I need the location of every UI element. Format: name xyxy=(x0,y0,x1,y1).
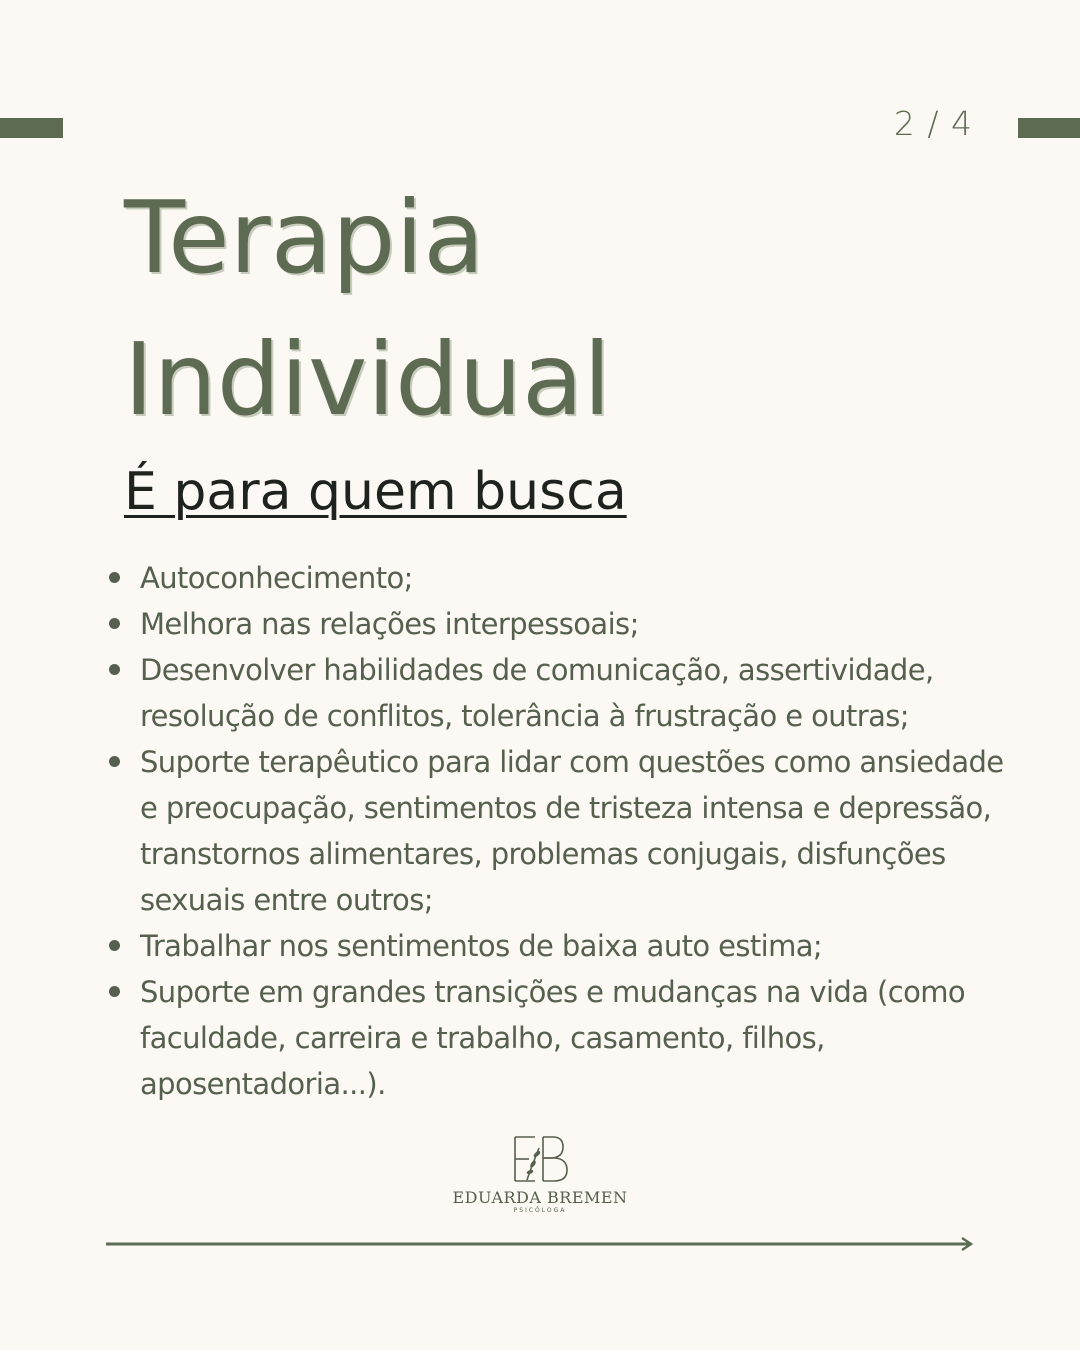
list-item xyxy=(104,601,1004,647)
logo-name: EDUARDA BREMEN xyxy=(452,1188,628,1207)
bullet-icon xyxy=(109,664,120,675)
left-accent-bar xyxy=(0,118,63,138)
list-item xyxy=(104,969,1004,1107)
bullet-icon xyxy=(109,572,120,583)
bullet-icon xyxy=(109,756,120,767)
list-item xyxy=(104,647,1004,739)
list-item xyxy=(104,739,1004,923)
list-item xyxy=(104,923,1004,969)
bullet-icon xyxy=(109,986,120,997)
bullet-icon xyxy=(109,618,120,629)
list-item xyxy=(104,555,1004,601)
logo-subtitle: PSICÓLOGA xyxy=(513,1207,567,1214)
section-subtitle: É para quem busca xyxy=(124,462,627,522)
bullet-icon xyxy=(109,940,120,951)
page-counter: 2 / 4 xyxy=(893,104,973,143)
right-accent-bar xyxy=(1018,118,1080,138)
list-item-text: Suporte terapêutico para lidar com questões como ansiedade e preocupação, sentimentos de tristeza intensa e depressão, transtornos alimentares, problemas conjugais, disfunções sexuais entre outros; xyxy=(140,745,1004,917)
page-title-line1: Terapia xyxy=(124,179,485,296)
benefits-list xyxy=(104,555,1004,1107)
page-title-line2: Individual xyxy=(124,321,612,438)
brand-logo xyxy=(440,1134,640,1224)
eb-monogram-leaf-icon xyxy=(505,1134,575,1184)
list-item-text: Desenvolver habilidades de comunicação, assertividade, resolução de conflitos, tolerância à frustração e outras; xyxy=(140,653,934,733)
list-item-text: Melhora nas relações interpessoais; xyxy=(140,607,639,641)
list-item-text: Autoconhecimento; xyxy=(140,561,413,595)
list-item-text: Trabalhar nos sentimentos de baixa auto estima; xyxy=(140,929,823,963)
list-item-text: Suporte em grandes transições e mudanças na vida (como faculdade, carreira e trabalho, casamento, filhos, aposentadoria...). xyxy=(140,975,965,1101)
arrow-right-icon[interactable] xyxy=(106,1234,974,1254)
